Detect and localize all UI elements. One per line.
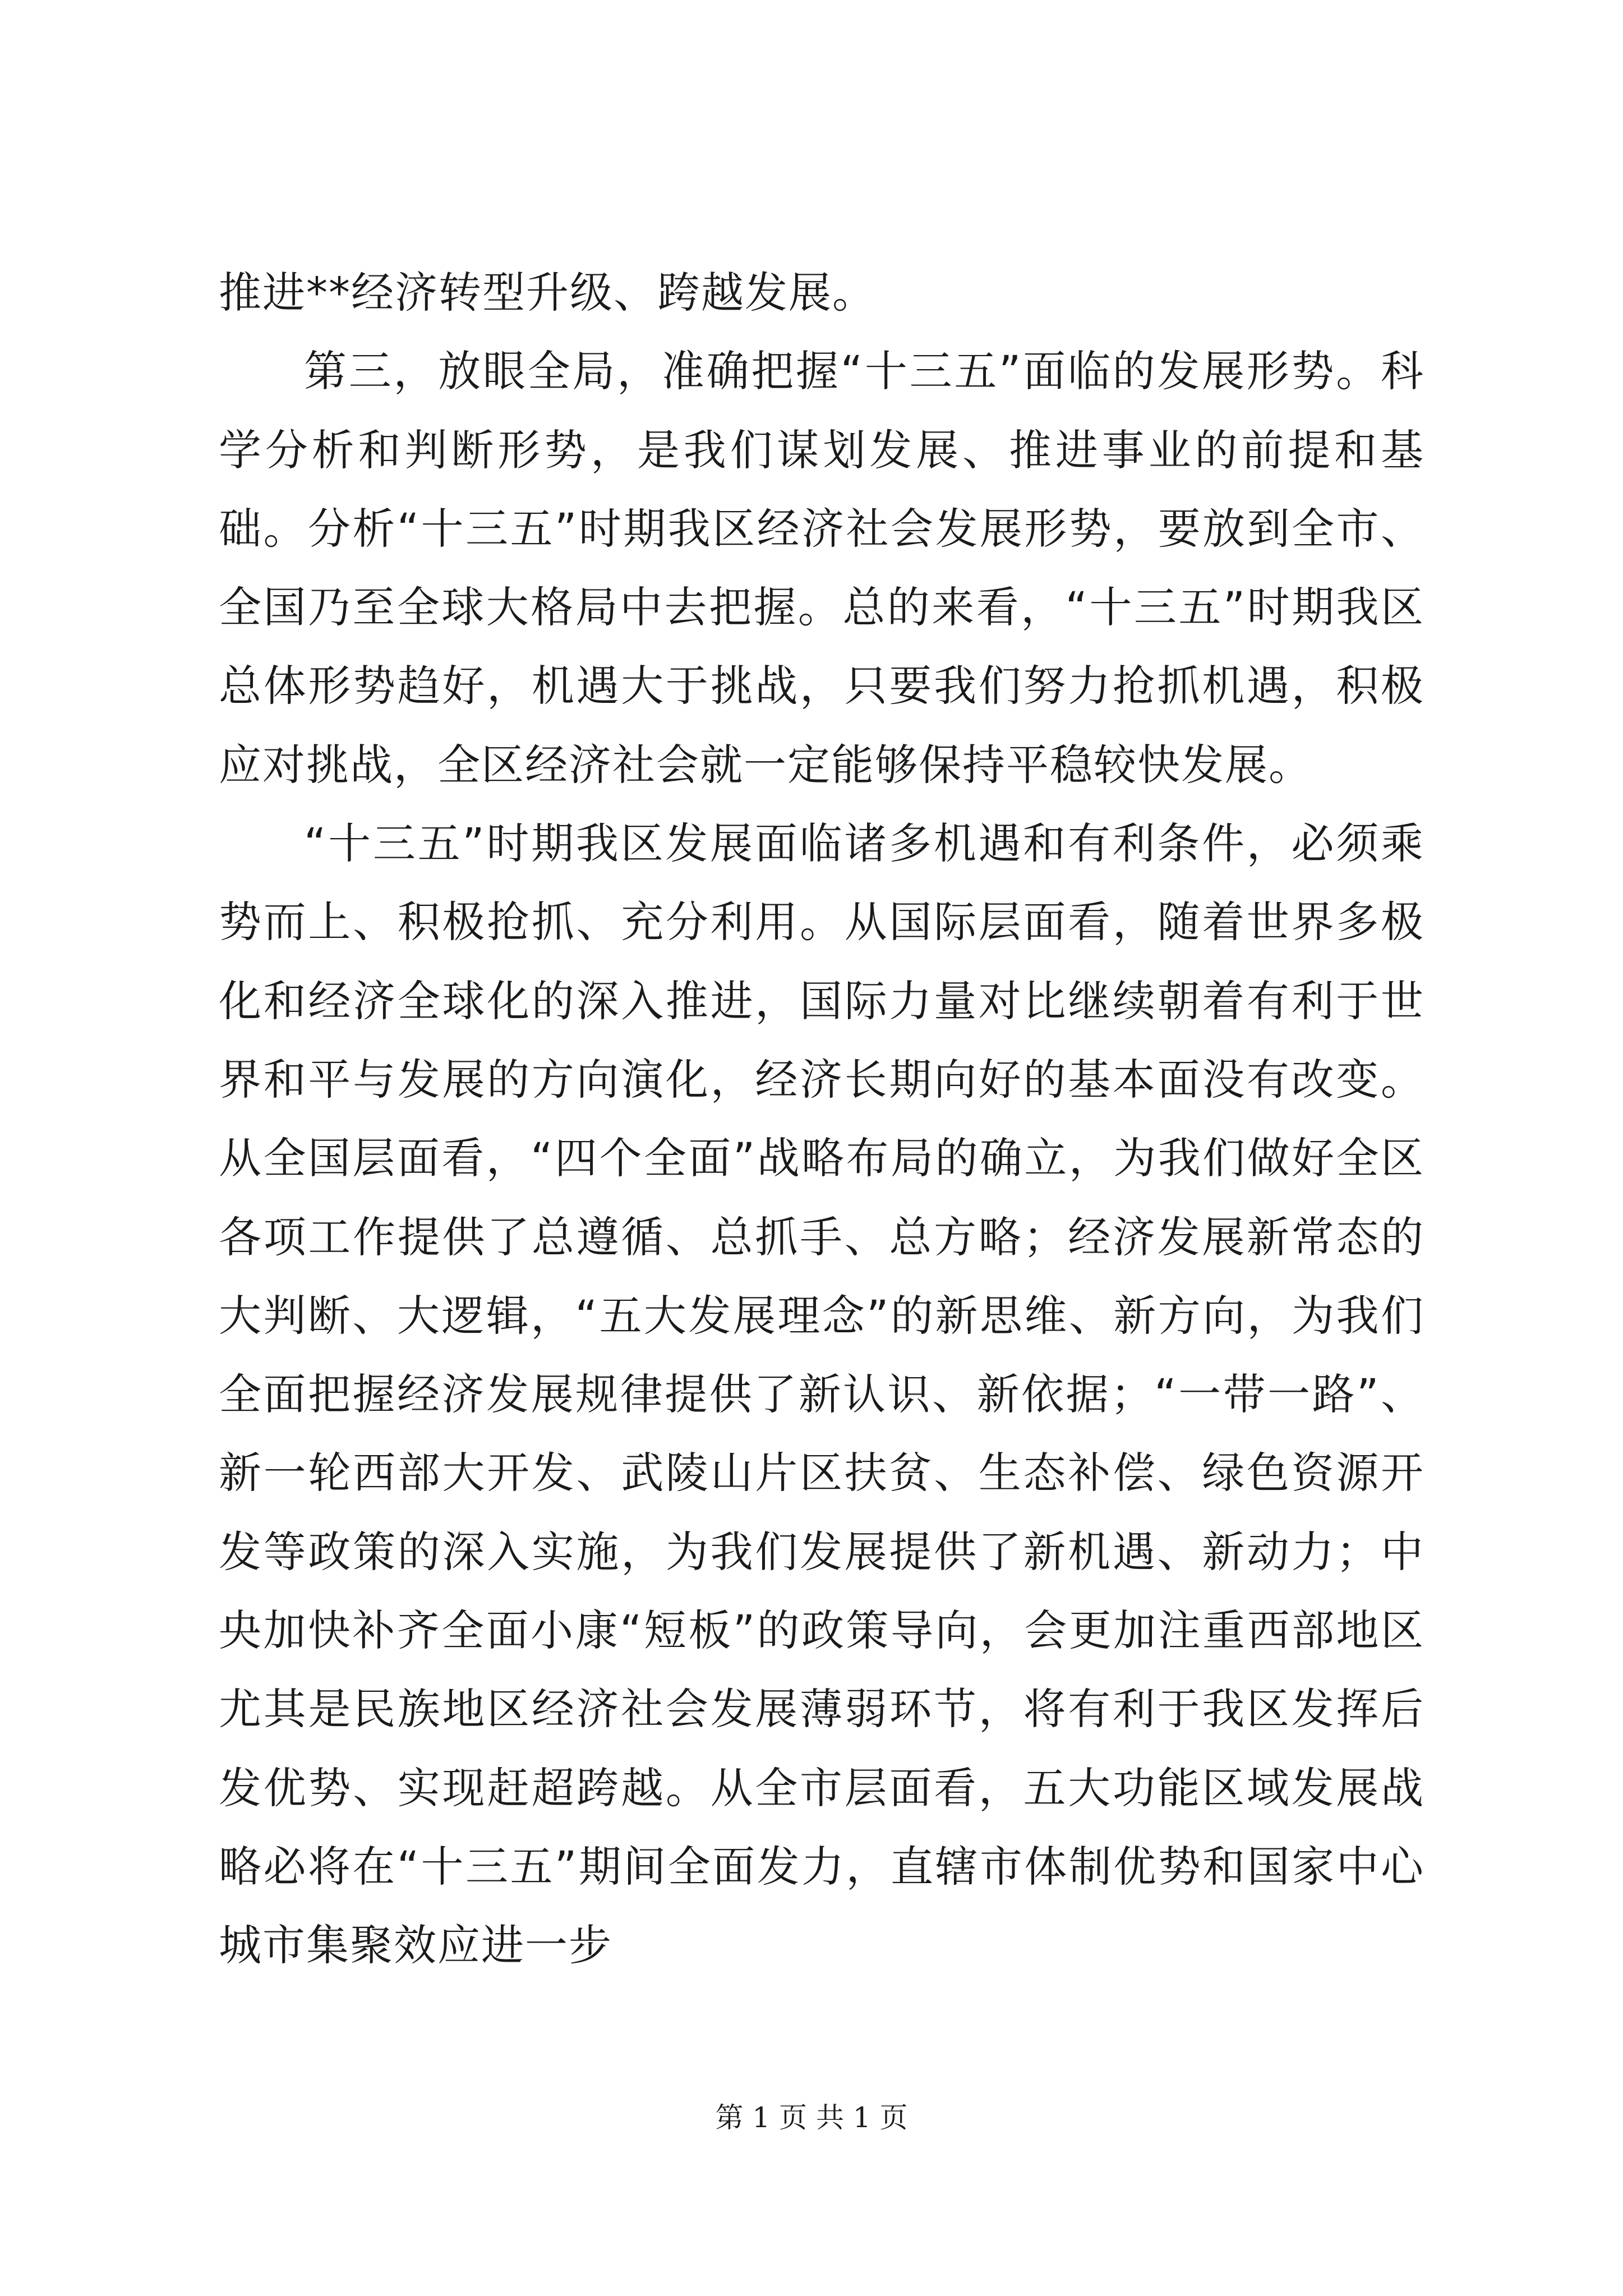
paragraph-1: 推进**经济转型升级、跨越发展。 xyxy=(219,268,876,318)
paragraph-2: 第三，放眼全局，准确把握“十三五”面临的发展形势。科学分析和判断形势，是我们谋划发展、推进事业的前提和基础。分析“十三五”时期我区经济社会发展形势，要放到全市、全国乃至全球大格局中去把握。总的来看，“十三五”时期我区总体形势趋好，机遇大于挑战，只要我们努力抢抓机遇，积极应对挑战，全区经济社会就一定能够保持平稳较快发展。 xyxy=(219,346,1424,790)
paragraph-3: “十三五”时期我区发展面临诸多机遇和有利条件，必须乘势而上、积极抢抓、充分利用。从国际层面看，随着世界多极化和经济全球化的深入推进，国际力量对比继续朝着有利于世界和平与发展的方向演化，经济长期向好的基本面没有改变。从全国层面看，“四个全面”战略布局的确立，为我们做好全区各项工作提供了总遵循、总抓手、总方略；经济发展新常态的大判断、大逻辑，“五大发展理念”的新思维、新方向，为我们全面把握经济发展规律提供了新认识、新依据；“一带一路”、新一轮西部大开发、武陵山片区扶贫、生态补偿、绿色资源开发等政策的深入实施，为我们发展提供了新机遇、新动力；中央加快补齐全面小康“短板”的政策导向，会更加注重西部地区尤其是民族地区经济社会发展薄弱环节，将有利于我区发挥后发优势、实现赶超跨越。从全市层面看，五大功能区域发展战略必将在“十三五”期间全面发力，直辖市体制优势和国家中心城市集聚效应进一步 xyxy=(219,818,1424,1971)
document-body xyxy=(219,254,1424,1985)
page-footer: 第 1 页 共 1 页 xyxy=(715,2101,908,2134)
